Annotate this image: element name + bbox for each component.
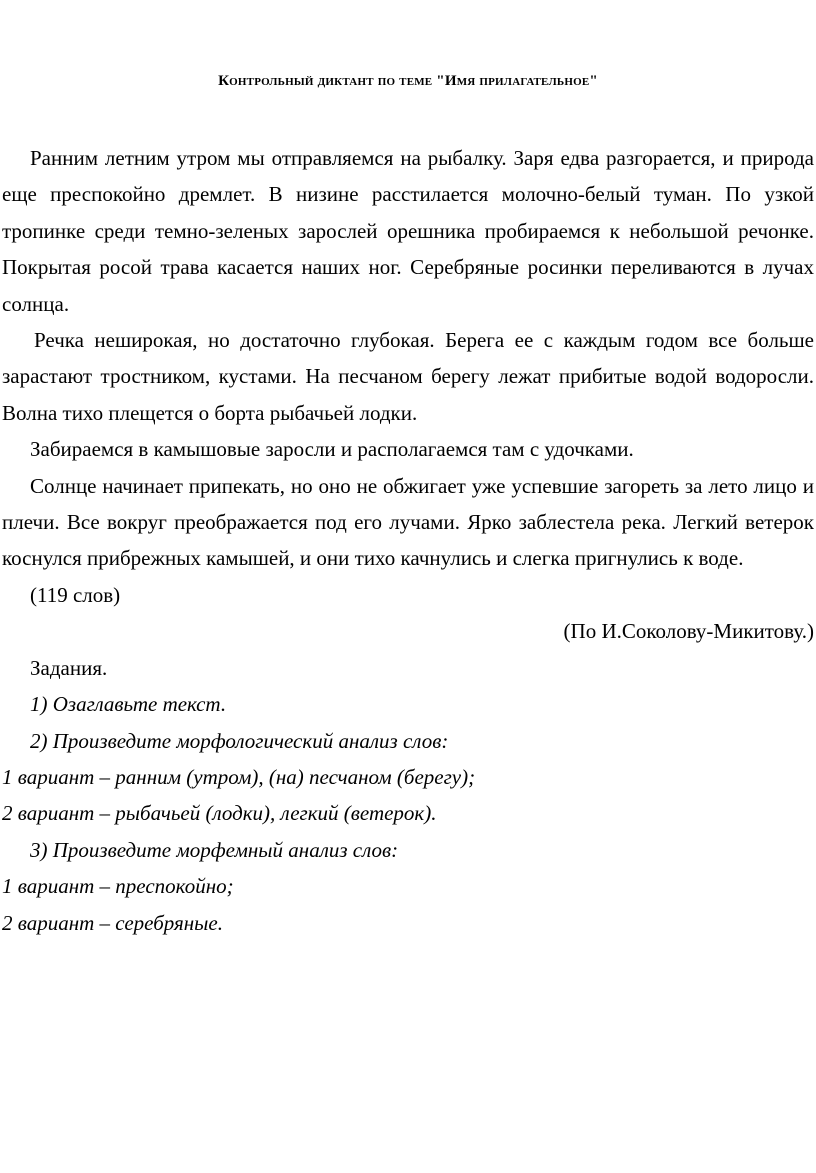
paragraph-2: Речка неширокая, но достаточно глубокая. Берега ее с каждым годом все больше зарастают тростником, кустами. На песчаном берегу лежат прибитые водой водоросли. Волна тихо плещется о борта рыбачьей лодки. bbox=[2, 328, 814, 425]
task-3: 3) Произведите морфемный анализ слов: bbox=[30, 837, 399, 862]
task-1: 1) Озаглавьте текст. bbox=[30, 692, 227, 717]
task-2: 2) Произведите морфологический анализ слов: bbox=[30, 728, 449, 753]
paragraph-4: Солнце начинает припекать, но оно не обжигает уже успевшие загореть за лето лицо и плечи. Все вокруг преображается под его лучами. Ярко заблестела река. Легкий ветерок коснулся прибрежных камышей, и они тихо качнулись и слегка пригнулись к воде. bbox=[2, 473, 814, 571]
page-title: Контрольный диктант по теме "Имя прилагательное" bbox=[218, 73, 598, 89]
task-2-variant-1: 1 вариант – ранним (утром), (на) песчаном (берегу); bbox=[2, 764, 476, 789]
task-3-variant-1: 1 вариант – преспокойно; bbox=[2, 874, 234, 899]
task-3-variant-2: 2 вариант – серебряные. bbox=[2, 910, 223, 935]
paragraph-3: Забираемся в камышовые заросли и располагаемся там с удочками. bbox=[30, 437, 634, 462]
word-count: (119 слов) bbox=[30, 582, 121, 607]
paragraph-1: Ранним летним утром мы отправляемся на рыбалку. Заря едва разгорается, и природа еще преспокойно дремлет. В низине расстилается молочно-белый туман. По узкой тропинке среди темно-зеленых зарослей орешника пробираемся к небольшой речонке. Покрытая росой трава касается наших ног. Серебряные росинки переливаются в лучах солнца. bbox=[2, 146, 814, 316]
task-2-variant-2: 2 вариант – рыбачьей (лодки), легкий (ветерок). bbox=[2, 801, 437, 826]
source-attribution: (По И.Соколову-Микитову.) bbox=[563, 619, 814, 644]
tasks-heading: Задания. bbox=[30, 655, 108, 680]
document-body bbox=[2, 140, 814, 941]
